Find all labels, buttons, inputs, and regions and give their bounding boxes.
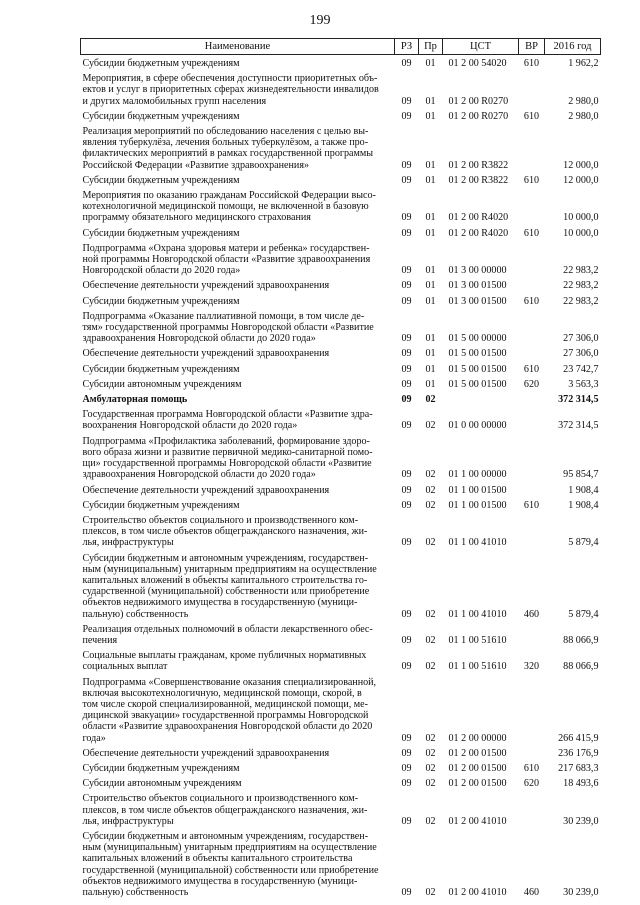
row-sum: 22 983,2	[563, 280, 599, 292]
table-row	[81, 790, 601, 828]
row-rz: 09	[401, 280, 412, 292]
row-name: Государственная программа Новгородской области «Развитие здра- воохранения Новгородской области до 2020 года»	[82, 409, 373, 432]
table-row	[81, 187, 601, 225]
row-pr: 01	[425, 58, 436, 69]
row-cst: 01 2 00 01500	[448, 762, 507, 774]
table-row	[81, 674, 601, 745]
row-name: Мероприятия по оказанию гражданам Российской Федерации высо- котехнологичной медицинской помощи, не включенной в базовую программу обязательного медицинского страхования	[82, 190, 376, 224]
row-pr: 02	[425, 484, 436, 496]
row-cst: 01 1 00 41010	[448, 537, 507, 549]
row-pr: 01	[425, 95, 436, 107]
table-row	[81, 240, 601, 278]
row-sum: 10 000,0	[563, 212, 599, 224]
table-row	[81, 108, 601, 123]
row-sum: 5 879,4	[568, 537, 599, 549]
row-cst: 01 2 00 R3822	[448, 159, 509, 171]
row-sum: 236 176,9	[558, 747, 599, 759]
row-rz: 09	[401, 661, 412, 673]
row-cst: 01 5 00 01500	[448, 363, 507, 375]
row-rz: 09	[401, 212, 412, 224]
row-pr: 02	[425, 394, 436, 406]
row-sum: 2 980,0	[568, 110, 599, 122]
row-sum: 1 908,4	[568, 484, 599, 496]
table-row	[81, 760, 601, 775]
row-vr: 610	[523, 295, 540, 307]
row-sum: 88 066,9	[563, 634, 599, 646]
row-vr	[519, 745, 545, 760]
row-sum: 23 742,7	[563, 363, 599, 375]
row-pr: 02	[425, 420, 436, 432]
row-cst: 01 2 00 R3822	[448, 174, 509, 186]
row-cst: 01 2 00 01500	[448, 778, 507, 790]
row-name: Подпрограмма «Охрана здоровья матери и ребенка» государствен- ной программы Новгородской области «Развитие здравоохранения Новгородской области до 2020 года»	[82, 242, 371, 277]
row-vr	[519, 345, 545, 360]
row-vr: 610	[523, 762, 540, 774]
row-pr: 01	[425, 348, 436, 360]
row-name: Субсидии автономным учреждениям	[82, 378, 242, 390]
row-name: Субсидии бюджетным учреждениям	[82, 762, 240, 774]
row-rz: 09	[401, 265, 412, 277]
row-pr: 02	[425, 762, 436, 774]
table-row	[81, 55, 601, 71]
row-name: Обеспечение деятельности учреждений здравоохранения	[82, 484, 330, 496]
row-rz: 09	[401, 295, 412, 307]
row-cst: 01 1 00 41010	[448, 608, 507, 620]
row-vr: 320	[523, 661, 540, 673]
table-row	[81, 497, 601, 512]
row-sum: 88 066,9	[563, 661, 599, 673]
row-name: Подпрограмма «Совершенствование оказания специализированной, включая высокотехнологичную, медицинской помощи, скорой, в том числе скорой специализированной, медицинской помощи, ме- дицинской эвакуации» государственной программы Новгородской области «Развитие здравоохранения Новгородской области до 2020 года»	[82, 676, 377, 744]
row-name: Реализация мероприятий по обследованию населения с целью вы- явления туберкулёза, лечения больных туберкулёзом, а также про- филактических мероприятий в рамках государственной программы Российской Федерации «Развитие здравоохранения»	[82, 126, 374, 171]
row-sum: 1 962,2	[568, 58, 599, 69]
table-row	[81, 391, 601, 406]
row-rz: 09	[401, 887, 412, 898]
header-year: 2016 год	[545, 39, 601, 55]
row-name: Обеспечение деятельности учреждений здравоохранения	[82, 280, 330, 292]
row-pr: 01	[425, 280, 436, 292]
row-rz: 09	[401, 634, 412, 646]
row-sum: 5 879,4	[568, 608, 599, 620]
row-cst: 01 3 00 01500	[448, 295, 507, 307]
table-row	[81, 482, 601, 497]
table-row	[81, 621, 601, 647]
row-name: Субсидии бюджетным учреждениям	[82, 174, 240, 186]
row-cst: 01 1 00 51610	[448, 634, 507, 646]
row-cst: 01 2 00 41010	[448, 815, 507, 827]
row-cst: 01 2 00 R4020	[448, 227, 509, 239]
row-sum: 3 563,3	[568, 378, 599, 390]
row-cst: 01 2 00 00000	[448, 732, 507, 744]
table-row	[81, 293, 601, 308]
row-cst: 01 2 00 R0270	[448, 110, 509, 122]
row-vr	[519, 482, 545, 497]
row-sum: 22 983,2	[563, 265, 599, 277]
row-rz: 09	[401, 420, 412, 432]
row-sum: 1 908,4	[568, 499, 599, 511]
row-vr	[519, 123, 545, 172]
row-sum: 18 493,6	[563, 778, 599, 790]
table-row	[81, 70, 601, 108]
table-row	[81, 647, 601, 673]
row-sum: 217 683,3	[558, 762, 599, 774]
row-cst: 01 3 00 00000	[448, 265, 507, 277]
row-rz: 09	[401, 484, 412, 496]
row-cst: 01 2 00 R4020	[448, 212, 509, 224]
row-pr: 02	[425, 887, 436, 898]
row-vr	[519, 674, 545, 745]
row-name: Субсидии бюджетным учреждениям	[82, 295, 240, 307]
row-sum: 2 980,0	[568, 95, 599, 107]
row-vr	[519, 70, 545, 108]
row-vr: 620	[523, 778, 540, 790]
row-name: Подпрограмма «Оказание паллиативной помощи, в том числе де- тям» государственной программы Новгородской области «Развитие здравоохранения Новгородской области до 2020 года»	[82, 310, 374, 345]
row-pr: 01	[425, 159, 436, 171]
row-cst: 01 2 00 41010	[448, 887, 507, 898]
row-cst: 01 1 00 01500	[448, 499, 507, 511]
row-name: Мероприятия, в сфере обеспечения доступности приоритетных объ- ектов и услуг в приоритетных сферах жизнедеятельности инвалидов и других маломобильных групп населения	[82, 73, 379, 107]
row-pr: 02	[425, 778, 436, 790]
row-pr: 02	[425, 815, 436, 827]
row-name: Субсидии автономным учреждениям	[82, 778, 242, 790]
row-vr	[519, 621, 545, 647]
row-rz: 09	[401, 732, 412, 744]
row-sum: 30 239,0	[563, 815, 599, 827]
row-cst: 01 5 00 01500	[448, 348, 507, 360]
row-sum: 12 000,0	[563, 174, 599, 186]
row-pr: 01	[425, 265, 436, 277]
row-rz: 09	[401, 537, 412, 549]
row-rz: 09	[401, 608, 412, 620]
row-cst: 01 0 00 00000	[448, 420, 507, 432]
row-rz: 09	[401, 58, 412, 69]
row-rz: 09	[401, 499, 412, 511]
row-rz: 09	[401, 348, 412, 360]
row-cst: 01 2 00 R0270	[448, 95, 509, 107]
row-rz: 09	[401, 469, 412, 481]
row-sum: 266 415,9	[558, 732, 599, 744]
row-rz: 09	[401, 815, 412, 827]
page-number: 199	[309, 13, 331, 28]
row-vr: 610	[523, 110, 540, 122]
header-name: Наименование	[81, 39, 395, 55]
row-rz: 09	[401, 747, 412, 759]
row-sum: 22 983,2	[563, 295, 599, 307]
row-vr: 610	[523, 499, 540, 511]
row-cst: 01 1 00 00000	[448, 469, 507, 481]
row-rz: 09	[401, 363, 412, 375]
row-cst: 01 3 00 01500	[448, 280, 507, 292]
table-row	[81, 828, 601, 899]
row-sum: 12 000,0	[563, 159, 599, 171]
row-name: Субсидии бюджетным учреждениям	[82, 110, 240, 122]
table-row	[81, 225, 601, 240]
row-vr	[519, 277, 545, 292]
row-vr: 620	[523, 378, 540, 390]
row-sum: 27 306,0	[563, 348, 599, 360]
row-cst: 01 5 00 01500	[448, 378, 507, 390]
row-name: Субсидии бюджетным учреждениям	[82, 227, 240, 239]
row-pr: 02	[425, 469, 436, 481]
row-cst	[443, 391, 519, 406]
row-rz: 09	[401, 227, 412, 239]
header-rz: РЗ	[395, 39, 419, 55]
row-rz: 09	[401, 110, 412, 122]
table-row	[81, 512, 601, 550]
table-row	[81, 433, 601, 482]
row-pr: 01	[425, 363, 436, 375]
row-vr	[519, 406, 545, 432]
row-sum: 10 000,0	[563, 227, 599, 239]
table-row	[81, 172, 601, 187]
row-sum: 27 306,0	[563, 333, 599, 345]
row-rz: 09	[401, 174, 412, 186]
row-vr	[519, 187, 545, 225]
row-rz: 09	[401, 378, 412, 390]
row-cst: 01 1 00 51610	[448, 661, 507, 673]
row-name: Субсидии бюджетным и автономным учреждениям, государствен- ным (муниципальным) унитарным предприятиям на осуществление капитальных вложений в объекты капитального строительства го- сударственной (муниципальной) собственности или приобретение объектов недвижимого имущества в государственную (муници- пальную) собственность	[82, 552, 377, 620]
table-row	[81, 406, 601, 432]
row-cst: 01 2 00 54020	[448, 58, 507, 69]
row-pr: 02	[425, 634, 436, 646]
row-cst: 01 5 00 00000	[448, 333, 507, 345]
table-row	[81, 361, 601, 376]
table-row	[81, 376, 601, 391]
header-vr: ВР	[519, 39, 545, 55]
row-name: Строительство объектов социального и производственного ком- плексов, в том числе объектов общегражданского назначения, жи- лья, инфраструктуры	[82, 514, 368, 549]
row-vr: 460	[523, 887, 540, 898]
table-row	[81, 123, 601, 172]
table-row	[81, 775, 601, 790]
row-name: Субсидии бюджетным учреждениям	[82, 499, 240, 511]
row-pr: 02	[425, 499, 436, 511]
row-vr	[519, 308, 545, 346]
row-sum: 30 239,0	[563, 887, 599, 898]
header-pr: Пр	[419, 39, 443, 55]
table-row	[81, 345, 601, 360]
row-rz: 09	[401, 333, 412, 345]
table-body	[81, 55, 601, 900]
row-name: Амбулаторная помощь	[82, 394, 188, 406]
row-vr: 460	[523, 608, 540, 620]
row-rz: 09	[401, 159, 412, 171]
table-row	[81, 308, 601, 346]
row-name: Реализация отдельных полномочий в области лекарственного обес- печения	[82, 623, 373, 646]
row-pr: 02	[425, 608, 436, 620]
row-pr: 01	[425, 174, 436, 186]
row-vr: 610	[523, 363, 540, 375]
table-header	[81, 39, 601, 55]
row-rz: 09	[401, 95, 412, 107]
row-vr	[519, 433, 545, 482]
row-name: Подпрограмма «Профилактика заболеваний, формирование здоро- вого образа жизни и развитие первичной медико-санитарной помо- щи» государственной программы Новгородской области «Развитие здравоохранения Новгородской области до 2020 года»	[82, 435, 373, 481]
row-sum: 372 314,5	[558, 420, 599, 432]
row-name: Обеспечение деятельности учреждений здравоохранения	[82, 348, 330, 360]
row-pr: 02	[425, 747, 436, 759]
row-vr: 610	[523, 174, 540, 186]
row-rz: 09	[401, 762, 412, 774]
row-sum: 95 854,7	[563, 469, 599, 481]
row-cst: 01 2 00 01500	[448, 747, 507, 759]
row-name: Субсидии бюджетным учреждениям	[82, 58, 240, 69]
row-pr: 02	[425, 661, 436, 673]
row-pr: 01	[425, 378, 436, 390]
row-pr: 02	[425, 537, 436, 549]
row-pr: 01	[425, 212, 436, 224]
row-name: Субсидии бюджетным учреждениям	[82, 363, 240, 375]
table-row	[81, 745, 601, 760]
row-rz: 09	[401, 778, 412, 790]
table-row	[81, 277, 601, 292]
row-pr: 01	[425, 295, 436, 307]
budget-table	[80, 38, 601, 899]
row-pr: 01	[425, 110, 436, 122]
row-name: Субсидии бюджетным и автономным учреждениям, государствен- ным (муниципальным) унитарным предприятиям на осуществление капитальных вложений в объекты капитального строительства государственной (муниципальной) собственности или приобретение объектов недвижимого имущества в государственную (муници- пальную) собственность	[82, 830, 379, 898]
row-name: Социальные выплаты гражданам, кроме публичных нормативных социальных выплат	[82, 650, 367, 673]
row-pr: 02	[425, 732, 436, 744]
row-vr: 610	[523, 227, 540, 239]
row-cst: 01 1 00 01500	[448, 484, 507, 496]
row-vr	[519, 240, 545, 278]
row-sum: 372 314,5	[558, 394, 599, 406]
table-row	[81, 550, 601, 621]
row-vr	[519, 512, 545, 550]
header-cst: ЦСТ	[443, 39, 519, 55]
row-vr: 610	[523, 58, 540, 69]
row-pr: 01	[425, 227, 436, 239]
row-name: Строительство объектов социального и производственного ком- плексов, в том числе объектов общегражданского назначения, жи- лья, инфраструктуры	[82, 793, 368, 827]
row-vr	[519, 790, 545, 828]
row-rz: 09	[401, 394, 412, 406]
row-name: Обеспечение деятельности учреждений здравоохранения	[82, 747, 330, 759]
row-vr	[519, 391, 545, 406]
row-pr: 01	[425, 333, 436, 345]
